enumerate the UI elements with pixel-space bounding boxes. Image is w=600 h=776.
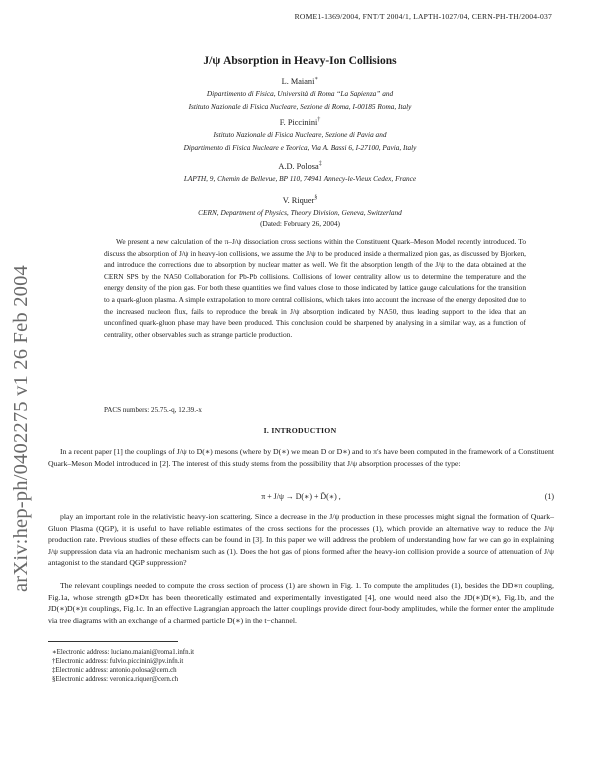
author-affiliation: Istituto Nazionale di Fisica Nucleare, Sezione di Pavia and Dipartimento di Fisica Nucleare e Teorica, Via A. Bassi 6, I-27100, Pavia, Italy <box>183 130 417 152</box>
intro-paragraph-3: The relevant couplings needed to compute the cross section of process (1) are shown in Fig. 1. To compute the amplitudes (1), besides the DD∗π coupling, Fig.1a, whose strength gD∗Dπ has been theoretically estimated and experimentally investigated [4], one would need also the JD(∗)D(∗), Fig.1b, and the JD(∗)D(∗)π couplings, Fig.1c. In an effective Lagrangian approach the latter couplings provide direct four-body amplitudes, while the former enter the amplitude via tree diagrams with an exchange of a charmed particle D(∗) in the t−channel. <box>48 581 554 625</box>
abstract: We present a new calculation of the π–J/ψ dissociation cross sections within the Constituent Quark–Meson Model recently introduced. To discuss the absorption of J/ψ in heavy-ion collisions, we assume the J/ψ to be produced inside a thermalized pion gas, as discussed by Bjorken, and introduce the corrections due to absorption by nuclear matter as well. We fit the absorption length of the J/ψ to the data obtained at the CERN SPS by the NA50 Collaboration for Pb-Pb collisions. Collisions of lower centrality allow us to determine the temperature and the energy density of the pion gas. For both these quantities we find values close to those indicated by lattice gauge calculations for the transition to a quark-gluon plasma. A simple extrapolation to more central collisions, which takes into account the increase of the energy deposited due to the increased nucleon flux, fails to reproduce the break in J/ψ absorption indicated by NA50, thus leading support to the idea that an unconfined quark-gluon phase may have been produced. This conclusion could be sharpened by analysing in a similar way, as a function of centrality, other observables such as strange particle production. <box>104 237 526 339</box>
equation-number: (1) <box>544 492 554 501</box>
footnote-rule <box>48 641 178 642</box>
footnote: ‡Electronic address: antonio.polosa@cern.ch <box>52 667 177 674</box>
author-affiliation: Dipartimento di Fisica, Università di Roma “La Sapienza” and Istituto Nazionale di Fisica Nucleare, Sezione di Roma, I-00185 Roma, Italy <box>188 89 412 111</box>
intro-paragraph-1: In a recent paper [1] the couplings of J/ψ to D(∗) mesons (where by D(∗) we mean D or D∗) and to π's have been computed in the framework of a Constituent Quark–Meson Model introduced in [2]. The interest of this study stems from the possibility that J/ψ absorption processes of the type: <box>48 447 554 468</box>
pacs-numbers: PACS numbers: 25.75.-q, 12.39.-x <box>104 406 202 414</box>
section-heading: I. INTRODUCTION <box>263 426 337 435</box>
author-name: F. Piccinini† <box>279 117 321 127</box>
author-name: A.D. Polosa‡ <box>278 161 322 171</box>
footnote: §Electronic address: veronica.riquer@cern.ch <box>52 676 179 683</box>
equation-1 <box>48 492 554 506</box>
author-affiliation: LAPTH, 9, Chemin de Bellevue, BP 110, 74941 Annecy-le-Vieux Cedex, France <box>183 174 417 183</box>
footnote: †Electronic address: fulvio.piccinini@pv.infn.it <box>52 658 184 665</box>
author-name: L. Maiani∗ <box>281 76 319 86</box>
paper-title: J/ψ Absorption in Heavy-Ion Collisions <box>203 55 397 67</box>
footnote: ∗Electronic address: luciano.maiani@roma1.infn.it <box>52 649 195 656</box>
author-name: V. Riquer§ <box>282 195 318 205</box>
intro-paragraph-2: play an important role in the relativistic heavy-ion scattering. Since a decrease in the J/ψ production in these processes might signal the formation of Quark–Gluon Plasma (QGP), it is useful to have reliable estimates of the cross sections for the processes (1), which provide an alternative way to reduce the J/ψ production rate. Previous studies of these effects can be found in [3]. In this paper we will address the problem of understanding how far we can go in explaining J/ψ suppression data via an hadronic mechanism such as (1). Does the hot gas of pions formed after the heavy-ion collision provide a source of attenuation of J/ψ antagonist to the standard QGP suppression? <box>48 512 554 567</box>
report-numbers: ROME1-1369/2004, FNT/T 2004/1, LAPTH-1027/04, CERN-PH-TH/2004-037 <box>294 12 552 21</box>
arxiv-side-stamp: arXiv:hep-ph/0402275 v1 26 Feb 2004 <box>10 265 32 592</box>
author-affiliation: CERN, Department of Physics, Theory Division, Geneva, Switzerland <box>198 208 402 217</box>
equation-body: π + J/ψ → D(∗) + D̄(∗) , <box>261 492 341 501</box>
dated-line: (Dated: February 26, 2004) <box>260 219 340 228</box>
